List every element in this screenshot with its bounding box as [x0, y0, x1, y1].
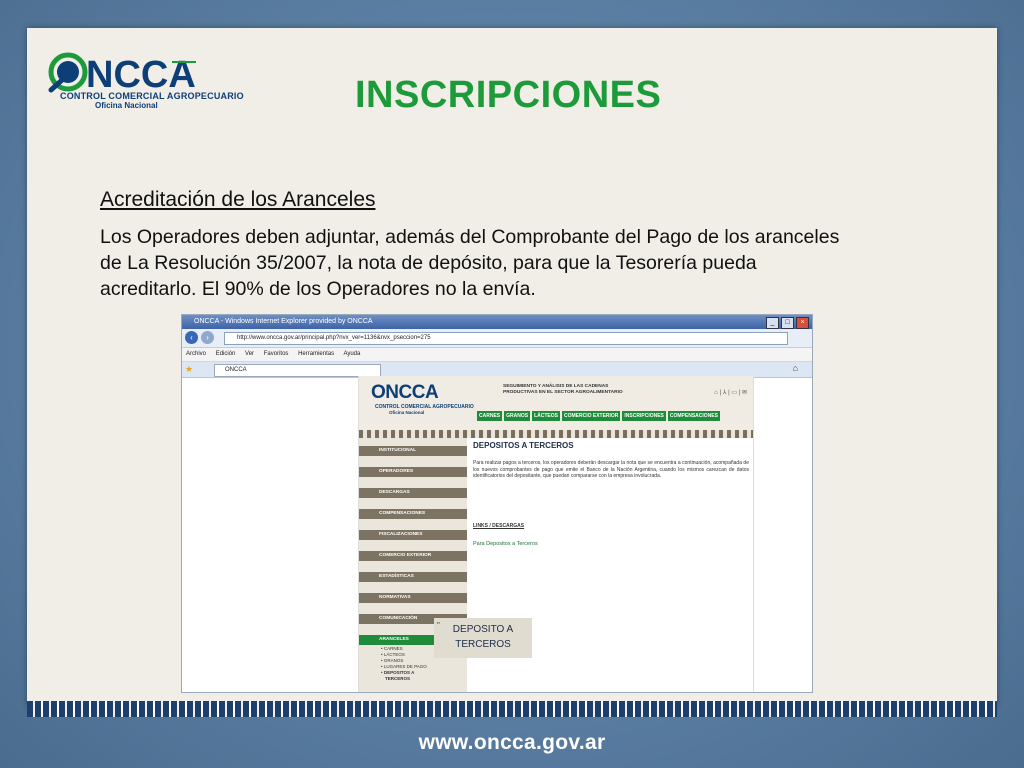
side-item-active: ARANCELES — [359, 635, 435, 645]
site-logo: ONCCA — [371, 382, 439, 403]
website-page — [358, 376, 754, 692]
favorites-star-icon: ★ — [185, 364, 194, 374]
side-item: OPERADORES — [359, 467, 467, 477]
logo-subtitle: CONTROL COMERCIAL AGROPECUARIO — [60, 91, 244, 101]
logo-graphic — [46, 50, 216, 94]
paragraph-line: Los Operadores deben adjuntar, además del Comprobante del Pago de los aranceles — [100, 226, 840, 248]
browser-window-title: ONCCA - Windows Internet Explorer provided by ONCCA — [194, 318, 373, 325]
body-paragraph — [100, 224, 970, 302]
menu-edicion: Edición — [215, 351, 236, 357]
site-tagline — [503, 384, 623, 396]
side-item: NORMATIVAS — [359, 593, 467, 603]
content-paragraph: Para realizar pagos a terceros, los operadores deberán descargar la nota que se encuentra a continuación, acompañada de los nuevos comprobantes de pago que emite el Banco de la Nación Argentina, cuando los mismos carezcan de datos identificatorios del depositante, que puedan compararse con la empresa involucrada. — [473, 460, 749, 480]
menu-favoritos: Favoritos — [263, 351, 289, 357]
decorative-border — [359, 430, 753, 438]
side-item: COMPENSACIONES — [359, 509, 467, 519]
menu-ver: Ver — [245, 351, 255, 357]
links-heading: LINKS / DESCARGAS — [473, 523, 525, 529]
browser-address-row — [182, 329, 812, 348]
side-subitem: • LÁCTEOS — [381, 652, 405, 657]
browser-tab: ONCCA — [214, 364, 381, 377]
home-icon: ⌂ — [792, 363, 798, 373]
tagline-line: PRODUCTIVAS EN EL SECTOR AGROALIMENTARIO — [503, 390, 623, 395]
maximize-icon: □ — [781, 317, 794, 329]
browser-titlebar — [182, 315, 812, 329]
site-header — [359, 376, 753, 430]
browser-menu — [182, 348, 812, 362]
side-item: ESTADÍSTICAS — [359, 572, 467, 582]
site-logo-subtitle: CONTROL COMERCIAL AGROPECUARIO — [375, 404, 474, 410]
topnav-inscripciones: INSCRIPCIONES — [624, 413, 664, 419]
side-subitem: • LUGARES DE PAGO — [381, 664, 427, 669]
print-icon: ▭ — [731, 390, 738, 396]
site-topnav — [477, 411, 720, 421]
side-subitem: • CARNES — [381, 646, 403, 651]
callout-line: TERCEROS — [455, 639, 511, 650]
side-item: FISCALIZACIONES — [359, 530, 467, 540]
topnav-comercio-exterior: COMERCIO EXTERIOR — [563, 413, 619, 419]
footer-url: www.oncca.gov.ar — [418, 731, 606, 754]
mail-icon: ✉ — [741, 390, 747, 396]
callout-box — [434, 618, 532, 658]
menu-archivo: Archivo — [186, 351, 207, 357]
menu-herramientas: Herramientas — [298, 351, 335, 357]
side-item: INSTITUCIONAL — [359, 446, 467, 456]
topnav-granos: GRANOS — [506, 413, 529, 419]
browser-address-bar: http://www.oncca.gov.ar/principal.php?nvx_ver=1136&nvx_pseccion=275 — [224, 332, 788, 345]
decorative-footer-band — [27, 701, 997, 717]
callout-marker: " — [437, 621, 440, 630]
download-link: Para Depositos a Terceros — [473, 541, 538, 547]
menu-ayuda: Ayuda — [343, 351, 361, 357]
side-subitem: • DEPOSITOS A — [381, 670, 415, 675]
logo-text: NCCA — [86, 54, 196, 94]
paragraph-line: de La Resolución 35/2007, la nota de depósito, para que la Tesorería pueda — [100, 252, 757, 274]
callout-line: DEPOSITO A — [452, 624, 514, 635]
minimize-icon: _ — [766, 317, 779, 329]
side-subitem: • GRANOS — [381, 658, 404, 663]
content-title: DEPOSITOS A TERCEROS — [473, 441, 574, 450]
topnav-carnes: CARNES — [479, 413, 501, 419]
home-icon: ⌂ — [714, 390, 718, 396]
back-icon: ‹ — [185, 331, 198, 344]
logo-office: Oficina Nacional — [95, 101, 158, 110]
topnav-compensaciones: COMPENSACIONES — [669, 413, 718, 419]
tagline-line: SEGUIMIENTO Y ANÁLISIS DE LAS CADENAS — [503, 384, 609, 389]
forward-icon: › — [201, 331, 214, 344]
sitemap-icon: ⅄ — [722, 390, 727, 396]
side-item: DESCARGAS — [359, 488, 467, 498]
topnav-lacteos: LÁCTEOS — [534, 413, 558, 419]
site-icons: ⌂ | ⅄ | ▭ | ✉ — [714, 390, 747, 396]
side-item: COMUNICACIÓN — [359, 614, 467, 624]
page-title: INSCRIPCIONES — [355, 74, 662, 116]
side-item: COMERCIO EXTERIOR — [359, 551, 467, 561]
side-subitem: TERCEROS — [385, 676, 411, 681]
section-subheading: Acreditación de los Aranceles — [100, 188, 376, 211]
site-logo-office: Oficina Nacional — [389, 410, 425, 415]
paragraph-line: acreditarlo. El 90% de los Operadores no la envía. — [100, 278, 536, 300]
close-icon: × — [796, 317, 809, 329]
